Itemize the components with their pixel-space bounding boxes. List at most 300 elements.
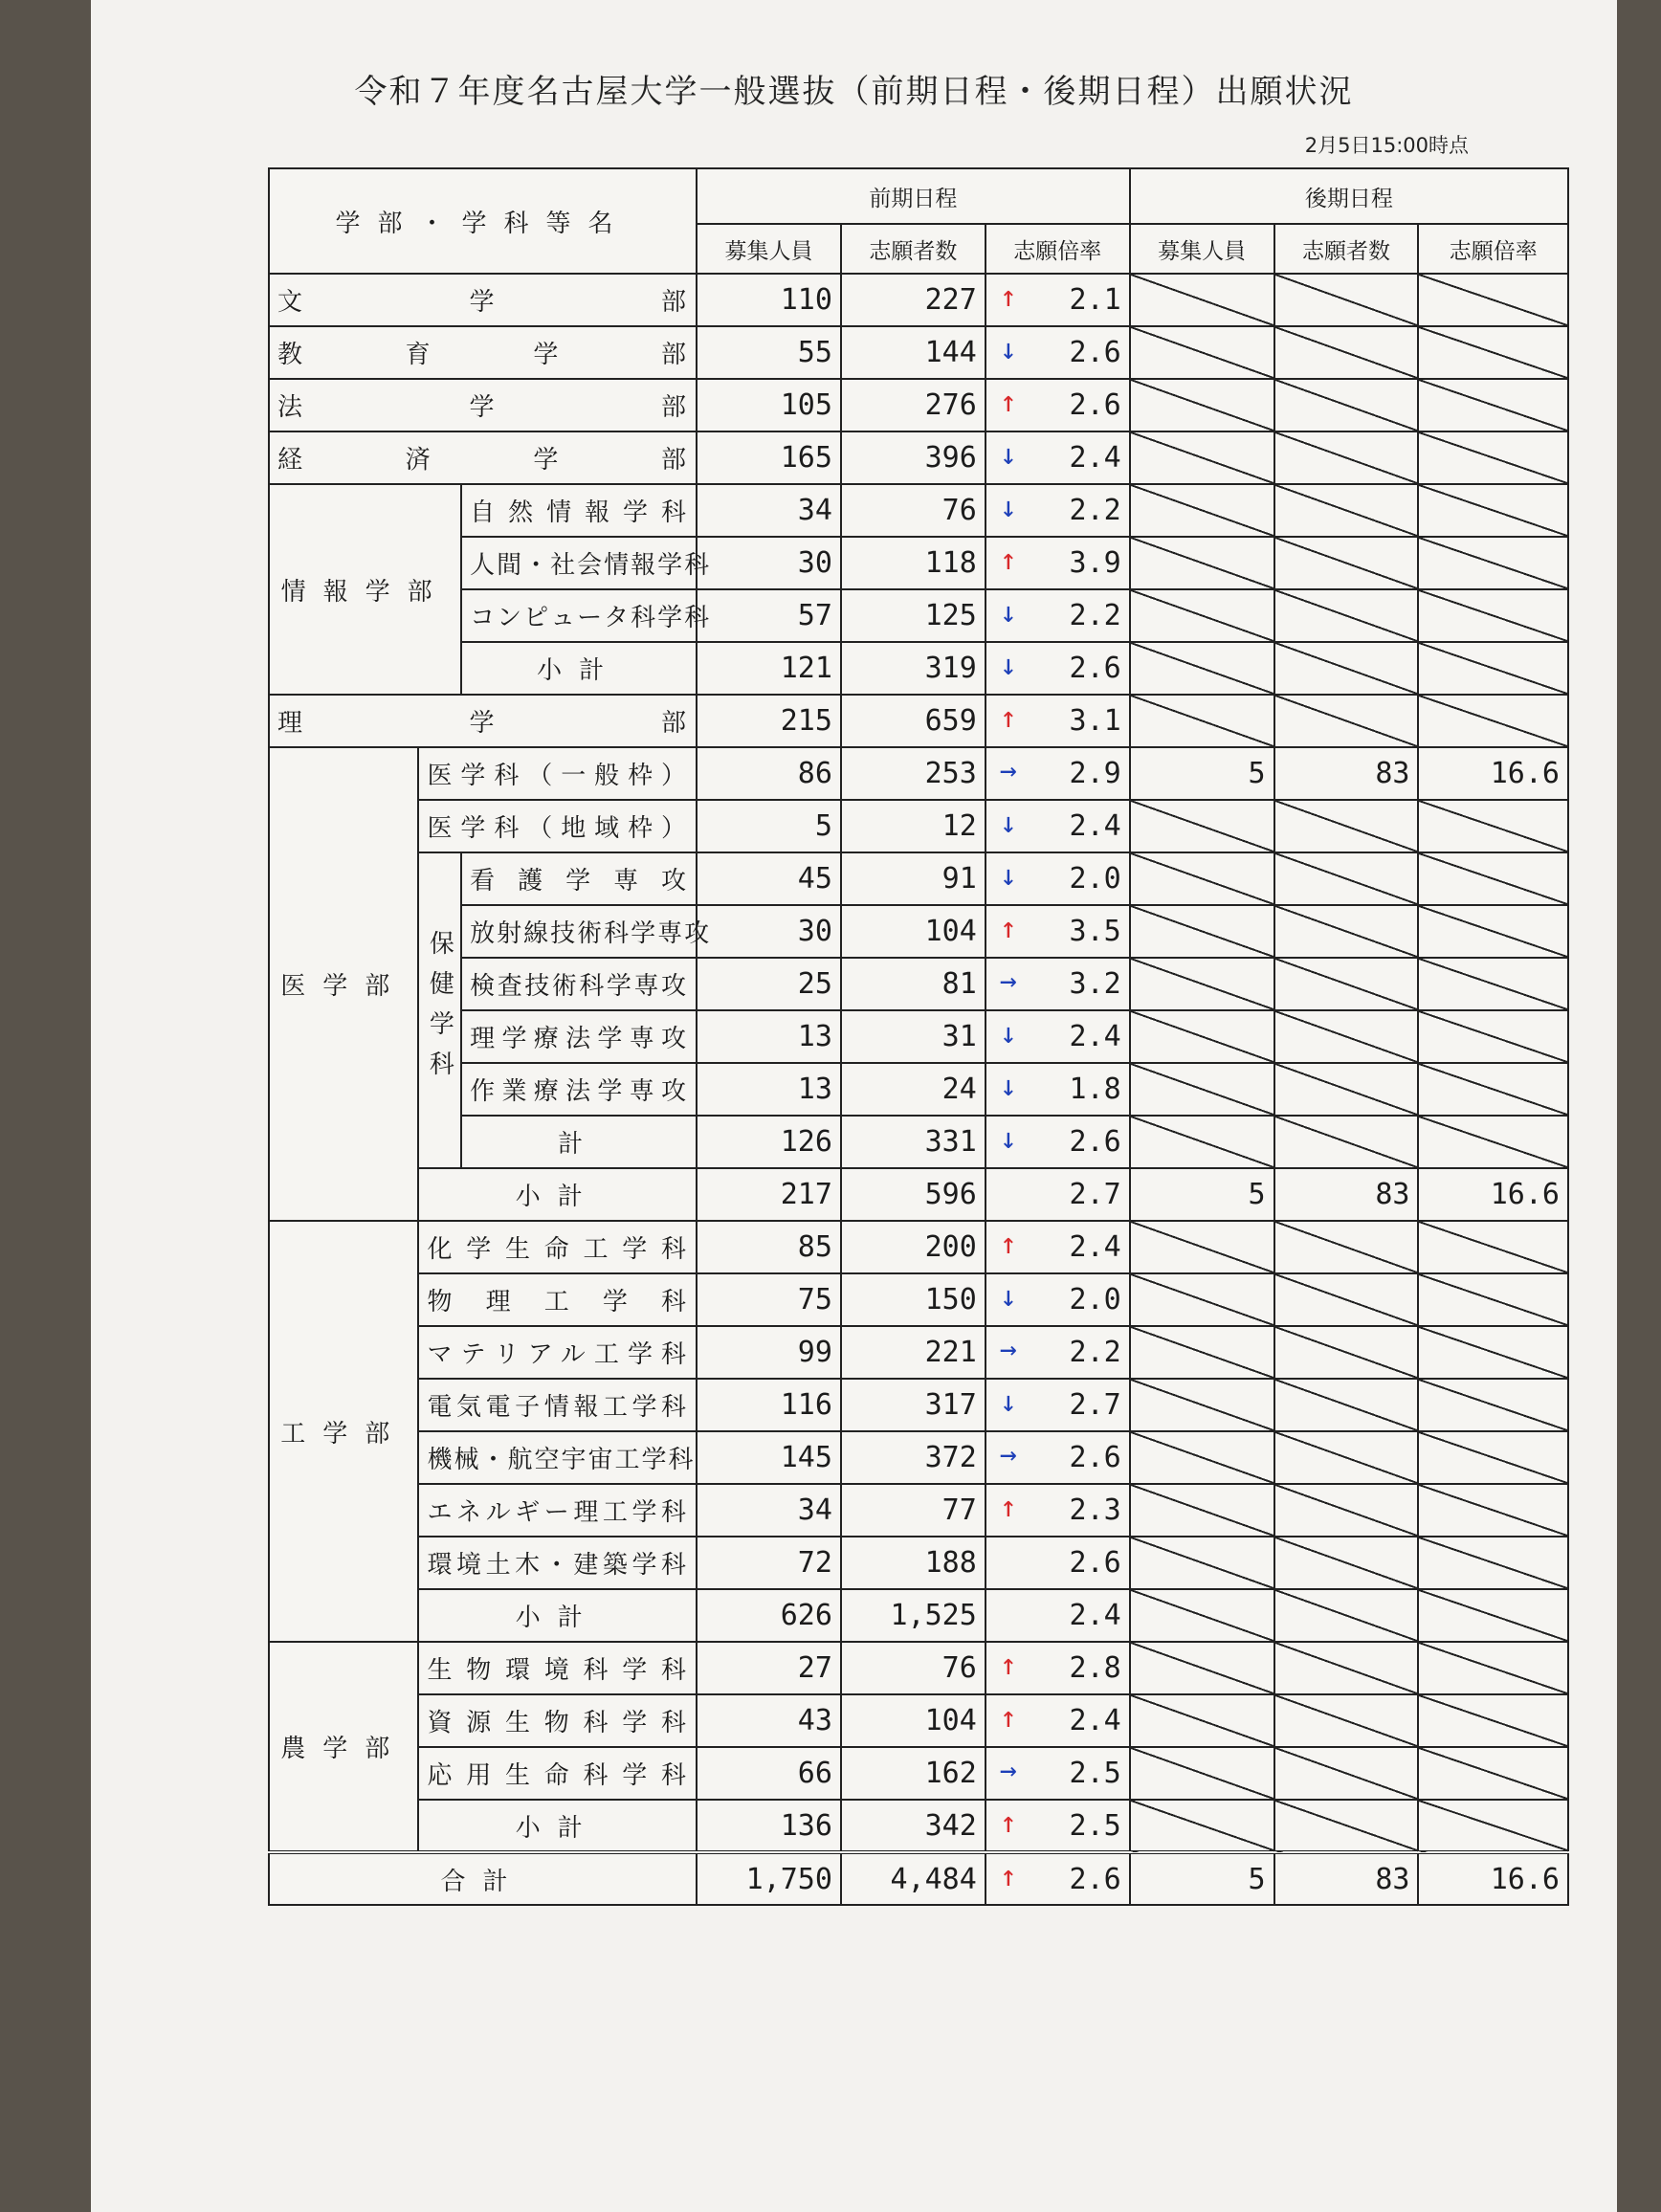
table-row — [269, 274, 1568, 326]
capacity: 136 — [697, 1800, 841, 1852]
kouki-applicants: 83 — [1274, 1852, 1419, 1905]
ratio: 2.4 — [1069, 1704, 1121, 1737]
ratio-cell — [986, 1800, 1130, 1852]
subject-name: 機械・航空宇宙工学科 — [418, 1431, 697, 1484]
ratio-cell — [986, 379, 1130, 431]
kouki-capacity: 5 — [1130, 747, 1274, 800]
ratio-cell — [986, 1379, 1130, 1431]
trend-arrow-icon: → — [999, 1438, 1017, 1471]
applicants: 253 — [841, 747, 986, 800]
empty-cell — [1418, 1484, 1568, 1537]
capacity: 45 — [697, 852, 841, 905]
ratio-cell — [986, 1852, 1130, 1905]
empty-cell — [1274, 1800, 1419, 1852]
capacity: 165 — [697, 431, 841, 484]
capacity: 30 — [697, 537, 841, 589]
kouki-ratio: 16.6 — [1418, 747, 1568, 800]
ratio-cell — [986, 274, 1130, 326]
subtotal-label: 小計 — [418, 1800, 697, 1852]
applicants: 76 — [841, 1642, 986, 1694]
ratio: 2.4 — [986, 1589, 1130, 1642]
empty-cell — [1130, 1273, 1274, 1326]
capacity: 57 — [697, 589, 841, 642]
empty-cell — [1274, 695, 1419, 747]
empty-cell — [1130, 905, 1274, 958]
applicants: 188 — [841, 1537, 986, 1589]
trend-arrow-icon: ↑ — [999, 386, 1017, 419]
subtotal-label: 小計 — [461, 642, 697, 695]
empty-cell — [1130, 274, 1274, 326]
empty-cell — [1130, 800, 1274, 852]
ratio: 2.6 — [1069, 1441, 1121, 1474]
subject-name: マテリアル工学科 — [418, 1326, 697, 1379]
subject-name: 生物環境科学科 — [418, 1642, 697, 1694]
capacity: 34 — [697, 1484, 841, 1537]
ratio: 2.4 — [1069, 1020, 1121, 1053]
ratio: 2.7 — [1069, 1388, 1121, 1422]
kouki-applicants: 83 — [1274, 747, 1419, 800]
empty-cell — [1274, 431, 1419, 484]
subject-name: 理学療法学専攻 — [461, 1010, 697, 1063]
trend-arrow-icon: ↑ — [999, 1701, 1017, 1735]
empty-cell — [1130, 326, 1274, 379]
trend-arrow-icon: ↓ — [999, 1017, 1017, 1051]
empty-cell — [1274, 1010, 1419, 1063]
empty-cell — [1130, 852, 1274, 905]
ratio-cell — [986, 642, 1130, 695]
dept-name: 教育学部 — [269, 326, 697, 379]
empty-cell — [1130, 1116, 1274, 1168]
empty-cell — [1418, 1537, 1568, 1589]
ratio-cell — [986, 1273, 1130, 1326]
applicants: 396 — [841, 431, 986, 484]
empty-cell — [1130, 1800, 1274, 1852]
empty-cell — [1274, 589, 1419, 642]
empty-cell — [1274, 1431, 1419, 1484]
trend-arrow-icon: ↑ — [999, 1806, 1017, 1840]
col-header: 志願倍率 — [1418, 224, 1568, 274]
empty-cell — [1274, 1063, 1419, 1116]
empty-cell — [1130, 1379, 1274, 1431]
subject-name: 化学生命工学科 — [418, 1221, 697, 1273]
subtotal-label: 小計 — [418, 1589, 697, 1642]
ratio-cell — [986, 1116, 1130, 1168]
ratio-cell — [986, 1010, 1130, 1063]
subject-name: エネルギー理工学科 — [418, 1484, 697, 1537]
empty-cell — [1274, 1484, 1419, 1537]
subject-name: 医学科（地域枠） — [418, 800, 697, 852]
applicants: 331 — [841, 1116, 986, 1168]
ratio: 2.8 — [1069, 1651, 1121, 1685]
empty-cell — [1130, 537, 1274, 589]
empty-cell — [1418, 1116, 1568, 1168]
col-header: 志願倍率 — [986, 224, 1130, 274]
applicants: 91 — [841, 852, 986, 905]
applicants: 342 — [841, 1800, 986, 1852]
empty-cell — [1274, 1221, 1419, 1273]
ratio: 2.5 — [1069, 1757, 1121, 1790]
ratio: 3.2 — [1069, 967, 1121, 1001]
trend-arrow-icon: ↑ — [999, 1228, 1017, 1261]
applicants: 200 — [841, 1221, 986, 1273]
empty-cell — [1418, 1642, 1568, 1694]
applicants: 276 — [841, 379, 986, 431]
empty-cell — [1130, 695, 1274, 747]
subtotal-row — [269, 1116, 1568, 1168]
empty-cell — [1418, 1747, 1568, 1800]
subject-name: 電気電子情報工学科 — [418, 1379, 697, 1431]
ratio-cell — [986, 852, 1130, 905]
capacity: 30 — [697, 905, 841, 958]
empty-cell — [1130, 379, 1274, 431]
ratio: 2.6 — [986, 1537, 1130, 1589]
capacity: 105 — [697, 379, 841, 431]
empty-cell — [1130, 1010, 1274, 1063]
empty-cell — [1274, 379, 1419, 431]
trend-arrow-icon: ↓ — [999, 859, 1017, 893]
document-page — [91, 0, 1617, 2212]
group-name: 農学部 — [269, 1642, 418, 1852]
subject-name: 看護学専攻 — [461, 852, 697, 905]
capacity: 25 — [697, 958, 841, 1010]
empty-cell — [1418, 800, 1568, 852]
empty-cell — [1274, 1694, 1419, 1747]
applicants: 81 — [841, 958, 986, 1010]
trend-arrow-icon: ↓ — [999, 596, 1017, 630]
empty-cell — [1418, 274, 1568, 326]
ratio-cell — [986, 1484, 1130, 1537]
empty-cell — [1418, 1063, 1568, 1116]
ratio: 1.8 — [1069, 1073, 1121, 1106]
trend-arrow-icon: ↑ — [999, 1491, 1017, 1524]
trend-arrow-icon: ↓ — [999, 333, 1017, 366]
empty-cell — [1130, 1063, 1274, 1116]
applicants: 659 — [841, 695, 986, 747]
applicants: 150 — [841, 1273, 986, 1326]
ratio: 2.2 — [1069, 599, 1121, 632]
trend-arrow-icon: ↑ — [999, 701, 1017, 735]
trend-arrow-icon: ↑ — [999, 1860, 1017, 1893]
empty-cell — [1418, 326, 1568, 379]
table-row — [269, 1747, 1568, 1800]
group-name: 医学部 — [269, 747, 418, 1221]
capacity: 75 — [697, 1273, 841, 1326]
total-row — [269, 1852, 1568, 1905]
capacity: 1,750 — [697, 1852, 841, 1905]
empty-cell — [1274, 274, 1419, 326]
empty-cell — [1130, 589, 1274, 642]
ratio-cell — [986, 484, 1130, 537]
empty-cell — [1130, 1694, 1274, 1747]
empty-cell — [1274, 1326, 1419, 1379]
trend-arrow-icon: ↓ — [999, 807, 1017, 840]
subject-name: 物理工学科 — [418, 1273, 697, 1326]
ratio: 2.6 — [1069, 652, 1121, 685]
subtotal-row — [269, 1168, 1568, 1221]
capacity: 110 — [697, 274, 841, 326]
empty-cell — [1130, 642, 1274, 695]
empty-cell — [1418, 852, 1568, 905]
table-row — [269, 958, 1568, 1010]
ratio: 2.0 — [1069, 862, 1121, 896]
applicants: 125 — [841, 589, 986, 642]
applicants: 77 — [841, 1484, 986, 1537]
zenki-header: 前期日程 — [697, 168, 1130, 224]
empty-cell — [1130, 1589, 1274, 1642]
ratio: 2.6 — [1069, 1862, 1121, 1896]
dept-name: 理学部 — [269, 695, 697, 747]
ratio-cell — [986, 1642, 1130, 1694]
subject-name: 応用生命科学科 — [418, 1747, 697, 1800]
ratio-cell — [986, 1747, 1130, 1800]
ratio: 2.4 — [1069, 1230, 1121, 1264]
ratio: 2.7 — [986, 1168, 1130, 1221]
capacity: 55 — [697, 326, 841, 379]
empty-cell — [1418, 1800, 1568, 1852]
empty-cell — [1274, 1537, 1419, 1589]
group-name: 工学部 — [269, 1221, 418, 1642]
dept-name: 経済学部 — [269, 431, 697, 484]
applicants: 104 — [841, 905, 986, 958]
ratio: 3.1 — [1069, 704, 1121, 738]
table-row — [269, 1694, 1568, 1747]
table-row — [269, 431, 1568, 484]
empty-cell — [1274, 537, 1419, 589]
ratio-cell — [986, 326, 1130, 379]
table-row — [269, 852, 1568, 905]
trend-arrow-icon: ↓ — [999, 491, 1017, 524]
ratio: 2.6 — [1069, 336, 1121, 369]
empty-cell — [1418, 642, 1568, 695]
capacity: 116 — [697, 1379, 841, 1431]
trend-arrow-icon: ↑ — [999, 912, 1017, 945]
empty-cell — [1418, 379, 1568, 431]
table-row — [269, 1221, 1568, 1273]
empty-cell — [1130, 1537, 1274, 1589]
applicants: 4,484 — [841, 1852, 986, 1905]
table-row — [269, 1010, 1568, 1063]
table-row — [269, 1484, 1568, 1537]
trend-arrow-icon: ↓ — [999, 1280, 1017, 1314]
trend-arrow-icon: ↓ — [999, 1385, 1017, 1419]
empty-cell — [1274, 1379, 1419, 1431]
dept-name: 法学部 — [269, 379, 697, 431]
capacity: 34 — [697, 484, 841, 537]
capacity: 121 — [697, 642, 841, 695]
table-row — [269, 379, 1568, 431]
trend-arrow-icon: → — [999, 964, 1017, 998]
capacity: 5 — [697, 800, 841, 852]
empty-cell — [1418, 1379, 1568, 1431]
empty-cell — [1274, 958, 1419, 1010]
empty-cell — [1130, 1642, 1274, 1694]
applicants: 596 — [841, 1168, 986, 1221]
trend-arrow-icon: ↑ — [999, 543, 1017, 577]
ratio: 2.1 — [1069, 283, 1121, 317]
kouki-capacity: 5 — [1130, 1168, 1274, 1221]
capacity: 126 — [697, 1116, 841, 1168]
empty-cell — [1130, 958, 1274, 1010]
empty-cell — [1418, 905, 1568, 958]
empty-cell — [1274, 1642, 1419, 1694]
subject-name: 自然情報学科 — [461, 484, 697, 537]
capacity: 27 — [697, 1642, 841, 1694]
table-row — [269, 1431, 1568, 1484]
empty-cell — [1274, 1747, 1419, 1800]
applicants: 144 — [841, 326, 986, 379]
table-row — [269, 800, 1568, 852]
ratio-cell — [986, 747, 1130, 800]
table-row — [269, 1642, 1568, 1694]
empty-cell — [1418, 1221, 1568, 1273]
trend-arrow-icon: ↓ — [999, 1122, 1017, 1156]
ratio: 2.6 — [1069, 388, 1121, 422]
capacity: 13 — [697, 1010, 841, 1063]
table-row — [269, 484, 1568, 537]
subject-name: 資源生物科学科 — [418, 1694, 697, 1747]
ratio-cell — [986, 695, 1130, 747]
empty-cell — [1418, 1326, 1568, 1379]
capacity: 145 — [697, 1431, 841, 1484]
col-header: 募集人員 — [1130, 224, 1274, 274]
ratio: 3.5 — [1069, 915, 1121, 948]
ratio: 2.4 — [1069, 441, 1121, 475]
empty-cell — [1418, 431, 1568, 484]
empty-cell — [1130, 1747, 1274, 1800]
trend-arrow-icon: → — [999, 1754, 1017, 1787]
capacity: 215 — [697, 695, 841, 747]
empty-cell — [1130, 1326, 1274, 1379]
empty-cell — [1274, 326, 1419, 379]
applicants: 1,525 — [841, 1589, 986, 1642]
empty-cell — [1418, 695, 1568, 747]
application-status-table — [268, 167, 1569, 1906]
ratio-cell — [986, 1326, 1130, 1379]
table-row — [269, 1326, 1568, 1379]
trend-arrow-icon: ↑ — [999, 280, 1017, 314]
table-row — [269, 905, 1568, 958]
capacity: 86 — [697, 747, 841, 800]
applicants: 317 — [841, 1379, 986, 1431]
trend-arrow-icon: ↓ — [999, 438, 1017, 472]
capacity: 85 — [697, 1221, 841, 1273]
col-header: 募集人員 — [697, 224, 841, 274]
dept-header: 学部・学科等名 — [269, 168, 697, 274]
empty-cell — [1130, 484, 1274, 537]
capacity: 626 — [697, 1589, 841, 1642]
subtotal-label: 小計 — [418, 1168, 697, 1221]
ratio: 2.3 — [1069, 1493, 1121, 1527]
table-row — [269, 1273, 1568, 1326]
kouki-ratio: 16.6 — [1418, 1852, 1568, 1905]
empty-cell — [1418, 1431, 1568, 1484]
table-row — [269, 695, 1568, 747]
ratio: 2.6 — [1069, 1125, 1121, 1159]
kouki-applicants: 83 — [1274, 1168, 1419, 1221]
capacity: 13 — [697, 1063, 841, 1116]
table-row — [269, 537, 1568, 589]
ratio-cell — [986, 800, 1130, 852]
applicants: 24 — [841, 1063, 986, 1116]
empty-cell — [1418, 537, 1568, 589]
applicants: 227 — [841, 274, 986, 326]
empty-cell — [1130, 1484, 1274, 1537]
applicants: 118 — [841, 537, 986, 589]
capacity: 43 — [697, 1694, 841, 1747]
table-row — [269, 326, 1568, 379]
capacity: 66 — [697, 1747, 841, 1800]
empty-cell — [1130, 431, 1274, 484]
empty-cell — [1274, 1116, 1419, 1168]
ratio: 2.0 — [1069, 1283, 1121, 1316]
ratio: 2.2 — [1069, 494, 1121, 527]
empty-cell — [1418, 1589, 1568, 1642]
empty-cell — [1274, 800, 1419, 852]
empty-cell — [1130, 1431, 1274, 1484]
kouki-header: 後期日程 — [1130, 168, 1568, 224]
table-row — [269, 589, 1568, 642]
subject-name: 環境土木・建築学科 — [418, 1537, 697, 1589]
ratio-cell — [986, 1694, 1130, 1747]
kouki-ratio: 16.6 — [1418, 1168, 1568, 1221]
trend-arrow-icon: ↓ — [999, 649, 1017, 682]
ratio-cell — [986, 431, 1130, 484]
subject-name: 作業療法学専攻 — [461, 1063, 697, 1116]
empty-cell — [1418, 589, 1568, 642]
empty-cell — [1274, 484, 1419, 537]
col-header: 志願者数 — [1274, 224, 1419, 274]
applicants: 76 — [841, 484, 986, 537]
capacity: 72 — [697, 1537, 841, 1589]
subject-name: コンピュータ科学科 — [461, 589, 697, 642]
hoken-total-label: 計 — [461, 1116, 697, 1168]
ratio-cell — [986, 905, 1130, 958]
empty-cell — [1274, 1589, 1419, 1642]
trend-arrow-icon: → — [999, 754, 1017, 787]
subject-name: 放射線技術科学専攻 — [461, 905, 697, 958]
table-row — [269, 1379, 1568, 1431]
ratio: 2.4 — [1069, 809, 1121, 843]
empty-cell — [1418, 1273, 1568, 1326]
empty-cell — [1130, 1221, 1274, 1273]
ratio-cell — [986, 537, 1130, 589]
subject-name: 検査技術科学専攻 — [461, 958, 697, 1010]
ratio: 2.2 — [1069, 1336, 1121, 1369]
table-row — [269, 747, 1568, 800]
group-name: 情報学部 — [269, 484, 461, 695]
ratio-cell — [986, 1063, 1130, 1116]
hoken-label: 保健学科 — [418, 852, 461, 1168]
ratio: 2.5 — [1069, 1808, 1121, 1843]
applicants: 221 — [841, 1326, 986, 1379]
empty-cell — [1274, 642, 1419, 695]
subtotal-row — [269, 1800, 1568, 1852]
dept-name: 文学部 — [269, 274, 697, 326]
applicants: 162 — [841, 1747, 986, 1800]
col-header: 志願者数 — [841, 224, 986, 274]
trend-arrow-icon: ↑ — [999, 1648, 1017, 1682]
applicants: 372 — [841, 1431, 986, 1484]
subject-name: 人間・社会情報学科 — [461, 537, 697, 589]
trend-arrow-icon: → — [999, 1333, 1017, 1366]
empty-cell — [1418, 1010, 1568, 1063]
empty-cell — [1418, 484, 1568, 537]
kouki-capacity: 5 — [1130, 1852, 1274, 1905]
empty-cell — [1418, 958, 1568, 1010]
applicants: 319 — [841, 642, 986, 695]
empty-cell — [1418, 1694, 1568, 1747]
capacity: 217 — [697, 1168, 841, 1221]
